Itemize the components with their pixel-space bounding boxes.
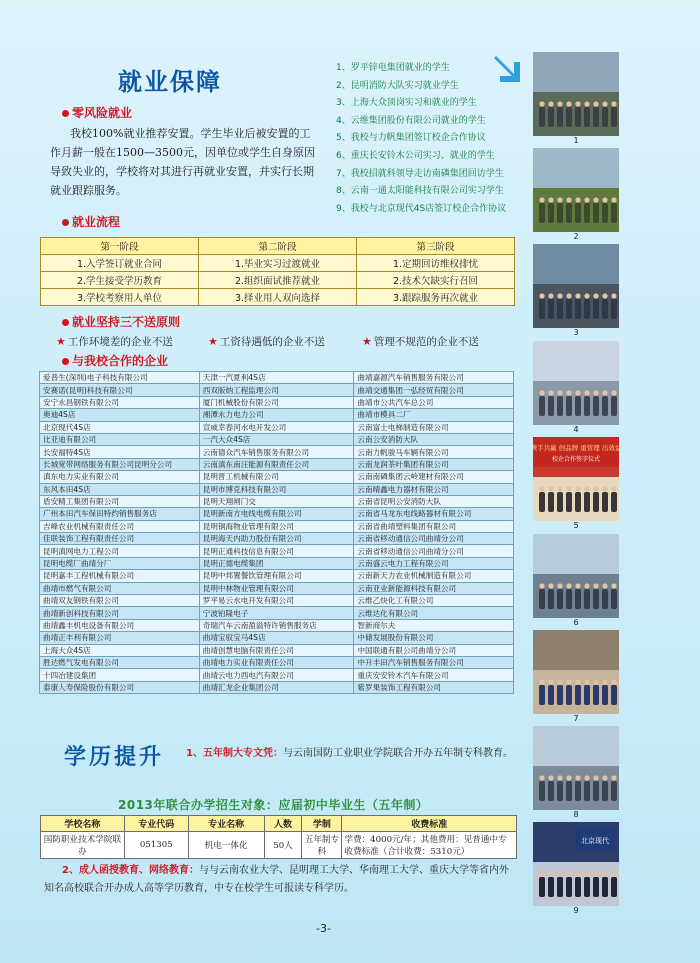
partner-cell: 紫罗果装饰工程有限公司	[354, 681, 514, 693]
principle-heading: 就业坚持三不送原则	[62, 313, 180, 330]
stage-cell: 1.定期回访维权排忧	[357, 255, 515, 272]
partner-row	[40, 508, 514, 520]
partner-cell: 昆明嘉丰工程机械有限公司	[40, 570, 200, 582]
solar-company-group-photo	[533, 726, 619, 810]
partner-cell: 上海大众4S店	[40, 644, 200, 656]
stage-header: 第一阶段	[41, 238, 199, 255]
page-number: -3-	[316, 922, 331, 935]
partner-cell: 云南盛云电力工程有限公司	[354, 557, 514, 569]
partner-cell: 十四冶建设集团	[40, 669, 200, 681]
partner-cell: 昆明中邦置餐饮管理有限公司	[199, 570, 354, 582]
partner-cell: 中国联通有限公司曲靖分公司	[354, 644, 514, 656]
enroll-cell: 国防职业技术学院联办	[41, 832, 125, 859]
banner-text: 携手共赢 创品牌 重管理 出效益	[533, 444, 619, 452]
partner-cell: 曲靖云电力西电汽有限公司	[199, 669, 354, 681]
stage-cell: 2.组织面试推荐就业	[199, 272, 357, 289]
photo-number: 5	[573, 521, 579, 530]
enroll-header: 收费标准	[342, 816, 517, 832]
partner-cell: 曲靖创慧电脑有限责任公司	[199, 644, 354, 656]
partner-cell: 云南省昆明公安消防大队	[354, 495, 514, 507]
firefighters-group-photo	[533, 148, 619, 232]
partner-cell: 昆明滇网电力工程公司	[40, 545, 200, 557]
workshop-group-photo	[533, 244, 619, 328]
photo-number: 1	[573, 136, 579, 145]
principle-item: ★ 管理不规范的企业不送	[362, 335, 479, 348]
partner-row	[40, 520, 514, 532]
partner-cell: 云南德众汽车销售服务有限公司	[199, 446, 354, 458]
partner-row	[40, 582, 514, 594]
partner-cell: 吉峰农业机械有限责任公司	[40, 520, 200, 532]
partner-cell: 盾安精工集团有限公司	[40, 495, 200, 507]
caption-item: 2、昆明消防大队实习就业学生	[336, 80, 459, 91]
partner-cell: 云南滇东南汪能源有限责任公司	[199, 458, 354, 470]
principle-item: ★ 工资待遇低的企业不送	[208, 335, 325, 348]
partner-cell: 昆明中林物业管理有限公司	[199, 582, 354, 594]
car-dealer-signing-photo	[533, 822, 619, 906]
partner-cell: 一汽大众4S店	[199, 433, 354, 445]
employment-stages-table	[40, 237, 515, 306]
partner-cell: 爱普生(深圳)电子科技有限公司	[40, 372, 200, 384]
partner-cell: 昆明新南方电线电缆有限公司	[199, 508, 354, 520]
principles-row	[56, 334, 516, 350]
caption-item: 4、云维集团股份有限公司就业的学生	[336, 115, 486, 126]
stage-cell: 3.择业用人双向选择	[199, 289, 357, 306]
partner-row	[40, 545, 514, 557]
stage-cell: 2.技术欠缺实行召回	[357, 272, 515, 289]
partner-row	[40, 656, 514, 668]
partner-row	[40, 372, 514, 384]
partner-cell: 云维达化有限公司	[354, 607, 514, 619]
five-year-label: 1、五年制大专文凭：	[186, 748, 283, 759]
photo-number: 8	[573, 810, 579, 819]
stage-cell: 1.毕业实习过渡就业	[199, 255, 357, 272]
partner-cell: 天津一汽夏利4S店	[199, 372, 354, 384]
partner-row	[40, 446, 514, 458]
partner-cell: 昆明正通科技信息有限公司	[199, 545, 354, 557]
partner-cell: 北京现代4S店	[40, 421, 200, 433]
enroll-header: 专业代码	[124, 816, 188, 832]
partner-cell: 比亚迪有限公司	[40, 433, 200, 445]
partner-row	[40, 409, 514, 421]
partner-cell: 昆明晋工机械有限公司	[199, 471, 354, 483]
partner-cell: 云南省移动通信公司曲靖分公司	[354, 545, 514, 557]
partner-cell: 长城宽带网络服务有限公司昆明分公司	[40, 458, 200, 470]
adult-edu-text: 与与云南农业大学、昆明理工大学、华南理工大学、重庆大学等省内外知名高校联合开办成人高等学历教育，中专在校学生可报读专科学历。	[44, 865, 509, 894]
adult-edu-label: 2、成人函授教育、网络教育：	[62, 865, 199, 876]
partner-row	[40, 632, 514, 644]
bullet-dot-icon	[62, 219, 69, 226]
office-visit-photo	[533, 630, 619, 714]
bullet-dot-icon	[62, 358, 69, 365]
enroll-header: 专业名称	[188, 816, 264, 832]
partner-cell: 云南龙润茶叶集团有限公司	[354, 458, 514, 470]
adult-education-note	[44, 862, 518, 898]
partner-cell: 曲靖嘉源汽车销售服务有限公司	[354, 372, 514, 384]
partner-cell: 厦门机械股份有限公司	[199, 396, 354, 408]
partner-cell: 曲靖市燃气有限公司	[40, 582, 200, 594]
partner-cell: 宁波铂隆电子	[199, 607, 354, 619]
partner-cell: 云南亚业新能源科技有限公司	[354, 582, 514, 594]
stage-cell: 1.入学签订就业合同	[41, 255, 199, 272]
stage-cell: 2.学生接受学历教育	[41, 272, 199, 289]
five-year-text: 与云南国防工业职业学院联合开办五年制专科教育。	[282, 748, 513, 759]
section-title-education: 学历提升	[64, 745, 165, 770]
partner-cell: 曲靖电力实业有限责任公司	[199, 656, 354, 668]
star-icon: ★	[56, 335, 66, 348]
partner-cell: 昆明正德电缆集团	[199, 557, 354, 569]
partner-cell: 昆明市博克科技有限公司	[199, 483, 354, 495]
partner-cell: 泰康人寿保险股份有限公司	[40, 681, 200, 693]
caption-item: 5、我校与力帆集团签订校企合作协议	[336, 133, 486, 144]
partner-cell: 宣威幸春河水电开发公司	[199, 421, 354, 433]
partner-row	[40, 570, 514, 582]
enroll-cell: 机电一体化	[188, 832, 264, 859]
five-year-college-note	[186, 745, 522, 762]
partner-cell: 西双版纳工程监理公司	[199, 384, 354, 396]
partner-row	[40, 396, 514, 408]
partner-cell: 曲靖市公共汽车总公司	[354, 396, 514, 408]
partner-cell: 曲靖新创科技有限公司	[40, 607, 200, 619]
bullet-dot-icon	[62, 110, 69, 117]
partner-cell: 中储发展股份有限公司	[354, 632, 514, 644]
stage-header: 第二阶段	[199, 238, 357, 255]
enroll-cell: 学费：4000元/年；其他费用：见普通中专收费标准（合计收费：5310元）	[342, 832, 517, 859]
enroll-header: 学制	[302, 816, 342, 832]
partner-row	[40, 607, 514, 619]
partner-cell: 安赛诺(昆明)科技有限公司	[40, 384, 200, 396]
enroll-cell: 051305	[124, 832, 188, 859]
enrollment-title: 2013年联合办学招生对象：应届初中毕业生（五年制）	[118, 798, 429, 812]
partner-cell: 重庆安安铃木汽车有限公司	[354, 669, 514, 681]
enroll-cell: 五年制专科	[302, 832, 342, 859]
partners-heading: 与我校合作的企业	[62, 352, 168, 369]
partner-cell: 曲靖鑫丰机电设备有限公司	[40, 619, 200, 631]
partner-cell: 长安福特4S店	[40, 446, 200, 458]
photo-number: 3	[573, 328, 579, 337]
partner-cell: 昆明海天内助力股份有限公司	[199, 533, 354, 545]
partner-cell: 曲靖交通集团一弘经贸有限公司	[354, 384, 514, 396]
photo-number: 4	[573, 425, 579, 434]
partner-row	[40, 619, 514, 631]
caption-item: 9、我校与北京现代4S店签订校企合作协议	[336, 203, 507, 214]
enroll-header: 学校名称	[41, 816, 125, 832]
dealer-sign-text: 北京现代	[581, 837, 609, 845]
partner-cell: 安宁永昌钢铁有限公司	[40, 396, 200, 408]
partner-cell: 云南富士电梯制造有限公司	[354, 421, 514, 433]
partner-cell: 云南晴鑫电力器材有限公司	[354, 483, 514, 495]
section-title-employment: 就业保障	[118, 68, 222, 96]
partner-row	[40, 495, 514, 507]
partner-cell: 罗平易云水电开发有限公司	[199, 595, 354, 607]
partner-cell: 佳联装饰工程有限责任公司	[40, 533, 200, 545]
partner-row	[40, 644, 514, 656]
partner-row	[40, 458, 514, 470]
process-heading: 就业流程	[62, 213, 120, 230]
partner-cell: 云南省移动通信公司曲靖分公司	[354, 533, 514, 545]
photo-caption-list	[336, 60, 532, 218]
partner-cell: 云南南磷集团云岭建材有限公司	[354, 471, 514, 483]
enrollment-table	[40, 815, 517, 859]
partner-cell: 昆明电缆厂曲靖分厂	[40, 557, 200, 569]
partner-row	[40, 483, 514, 495]
photo-number: 9	[573, 906, 579, 915]
partner-row	[40, 471, 514, 483]
star-icon: ★	[208, 335, 218, 348]
caption-item: 8、云南一通太阳能科技有限公司实习学生	[336, 186, 504, 197]
stage-cell: 3.跟踪服务再次就业	[357, 289, 515, 306]
caption-item: 6、重庆长安铃木公司实习、就业的学生	[336, 150, 495, 161]
banner-text: 校企合作签字仪式	[551, 456, 601, 463]
partner-row	[40, 433, 514, 445]
partner-cell: 奥迪4S店	[40, 409, 200, 421]
partner-cell: 昆明天翔闸门交	[199, 495, 354, 507]
partner-cell: 曲靖汇龙企业集团公司	[199, 681, 354, 693]
partner-row	[40, 533, 514, 545]
partner-cell: 曲靖双友钢铁有限公司	[40, 595, 200, 607]
partner-cell: 云南省马龙东电线路器材有限公司	[354, 508, 514, 520]
stage-cell: 3.学校考察用人单位	[41, 289, 199, 306]
enroll-cell: 50人	[264, 832, 302, 859]
photo-number: 7	[573, 714, 579, 723]
principle-item: ★ 工作环境差的企业不送	[56, 335, 173, 348]
star-icon: ★	[362, 335, 372, 348]
photo-number: 2	[573, 232, 579, 241]
partner-cell: 奇瑞汽车云南盈溢特许销售服务店	[199, 619, 354, 631]
partner-cell: 曲靖宝驭宝马4S店	[199, 632, 354, 644]
partner-cell: 曲靖正丰利有限公司	[40, 632, 200, 644]
enroll-header: 人数	[264, 816, 302, 832]
caption-item: 1、罗平锌电集团就业的学生	[336, 63, 450, 73]
partner-cell: 云南公安消防大队	[354, 433, 514, 445]
partner-cell: 云维乙炔化工有限公司	[354, 595, 514, 607]
partner-cell: 东风本田4S店	[40, 483, 200, 495]
partner-cell: 昆明铜海物业管理有限公司	[199, 520, 354, 532]
partner-cell: 云南力帆骏马车辆有限公司	[354, 446, 514, 458]
partner-cell: 湘潭永力电力公司	[199, 409, 354, 421]
partner-row	[40, 421, 514, 433]
partner-cell: 云南新天力农业机械制造有限公司	[354, 570, 514, 582]
partner-cell: 曲靖市模具二厂	[354, 409, 514, 421]
bullet-dot-icon	[62, 319, 69, 326]
partner-cell: 滇东电力实业有限公司	[40, 471, 200, 483]
partner-cell: 广州本田汽车保田特约销售服务店	[40, 508, 200, 520]
stage-header: 第三阶段	[357, 238, 515, 255]
partner-cell: 智新商尔夫	[354, 619, 514, 631]
partner-row	[40, 681, 514, 693]
caption-item: 7、我校招就科领导走访南磷集团回访学生	[336, 168, 504, 179]
caption-item: 3、上海大众顶岗实习和就业的学生	[336, 98, 477, 109]
photo-number: 6	[573, 618, 579, 627]
zero-risk-heading: 零风险就业	[62, 104, 132, 121]
factory-yard-group-photo	[533, 534, 619, 618]
partner-cell: 胜达燃气发电有限公司	[40, 656, 200, 668]
partner-cell: 云南省曲靖塑料集团有限公司	[354, 520, 514, 532]
partner-row	[40, 669, 514, 681]
partner-row	[40, 557, 514, 569]
zero-risk-text: 我校100%就业推荐安置。学生毕业后被安置的工作月薪一般在1500—3500元，因单位或学生自身原因导致失业的，学校将对其进行再就业安置，并实行长期就业跟踪服务。	[50, 127, 315, 197]
plant-group-photo	[533, 341, 619, 425]
partner-companies-table	[39, 371, 514, 694]
partner-cell: 中升丰田汽车销售服务有限公司	[354, 656, 514, 668]
factory-group-photo	[533, 52, 619, 136]
signing-ceremony-photo	[533, 437, 619, 521]
partner-row	[40, 595, 514, 607]
partner-row	[40, 384, 514, 396]
